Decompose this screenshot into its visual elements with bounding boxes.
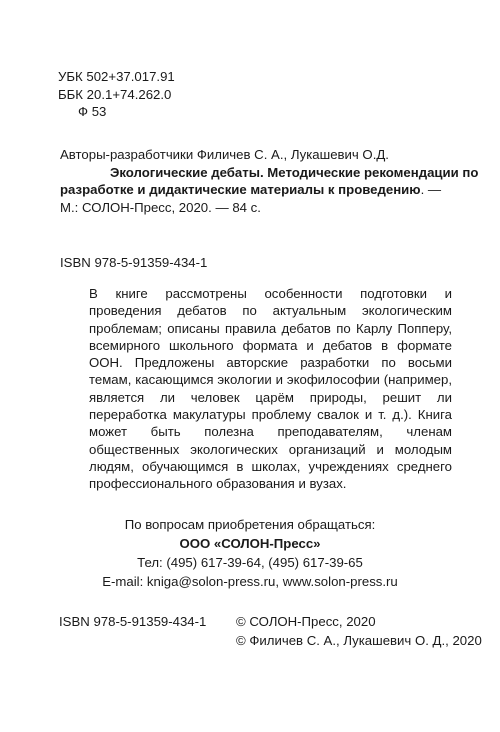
imprint: М.: СОЛОН-Пресс, 2020. — 84 с.	[60, 199, 261, 215]
copyright-authors: © Филичев С. А., Лукашевич О. Д., 2020	[236, 633, 482, 648]
bibliographic-record	[60, 164, 479, 216]
udc-code: УБК 502+37.017.91	[58, 69, 175, 84]
publisher-name: ООО «СОЛОН-Пресс»	[179, 536, 321, 551]
contacts-heading: По вопросам приобретения обращаться:	[124, 517, 376, 532]
copyright-notices	[236, 613, 482, 651]
purchase-contacts	[0, 516, 500, 592]
book-title-line-2: разработке и дидактические материалы к проведению	[60, 182, 421, 198]
phone-line: Тел: (495) 617-39-64, (495) 617-39-65	[137, 555, 363, 570]
book-abstract	[89, 285, 452, 493]
email-line: E-mail: kniga@solon-press.ru, www.solon-press.ru	[102, 574, 398, 589]
book-title-line-1: Экологические дебаты. Методические рекомендации по	[110, 165, 479, 180]
title-tail: . —	[420, 182, 442, 198]
footer-isbn: ISBN 978-5-91359-434-1	[59, 614, 207, 629]
classification-codes	[58, 68, 175, 121]
abstract-text: В книге рассмотрены особенности подготовки и проведения дебатов по актуальным экологическим проблемам; описаны правила дебатов по Карлу Попперу, всемирного школьного формата и дебатов в формате ООН. Предложены авторские разработки по восьми темам, касающимся экологии и экофилософии (например, является ли человек царём природы, решит ли переработка макулатуры проблему свалок и т. д.). Книга может быть полезна преподавателям, членам общественных экологических организаций и молодым людям, обучающимся в школах, учреждениях среднего профессионального образования и вузах.	[89, 286, 452, 492]
author-sign: Ф 53	[78, 104, 107, 119]
authors-line: Авторы-разработчики Филичев С. А., Лукашевич О.Д.	[60, 147, 389, 162]
isbn-line: ISBN 978-5-91359-434-1	[60, 255, 208, 270]
copyright-publisher: © СОЛОН-Пресс, 2020	[236, 614, 376, 629]
bbk-code: ББК 20.1+74.262.0	[58, 86, 172, 102]
